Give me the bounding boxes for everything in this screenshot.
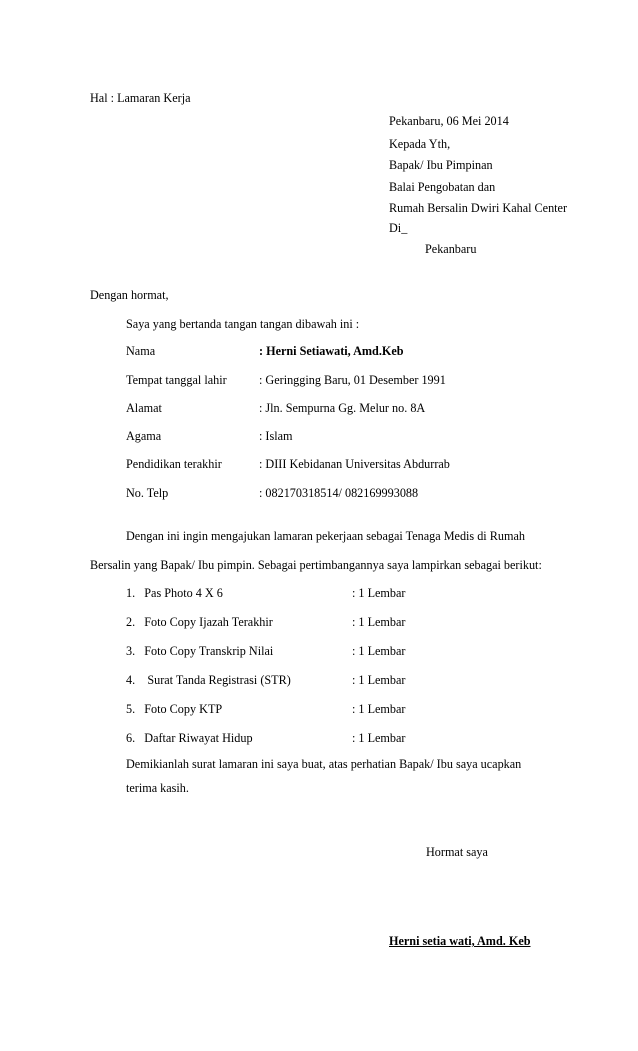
letter-date: Pekanbaru, 06 Mei 2014 (389, 114, 509, 128)
personal-value-nama: : Herni Setiawati, Amd.Keb (259, 344, 404, 358)
recipient-city: Pekanbaru (425, 242, 477, 256)
closing-line-1: Demikianlah surat lamaran ini saya buat, atas perhatian Bapak/ Ibu saya ucapkan (126, 757, 522, 771)
personal-value-pendidikan: : DIII Kebidanan Universitas Abdurrab (259, 457, 450, 471)
attachment-item: 4. Surat Tanda Registrasi (STR) (126, 673, 291, 687)
personal-label-pendidikan: Pendidikan terakhir (126, 457, 222, 471)
attachment-qty: : 1 Lembar (352, 644, 406, 658)
personal-value-telp: : 082170318514/ 082169993088 (259, 486, 419, 500)
attachment-item: 3. Foto Copy Transkrip Nilai (126, 644, 274, 658)
personal-label-ttl: Tempat tanggal lahir (126, 373, 227, 387)
attachment-item: 2. Foto Copy Ijazah Terakhir (126, 615, 273, 629)
personal-label-telp: No. Telp (126, 486, 169, 500)
intro-line: Saya yang bertanda tangan tangan dibawah ini : (126, 317, 360, 331)
recipient-kepada: Kepada Yth, (389, 137, 451, 151)
personal-value-agama: : Islam (259, 429, 293, 443)
attachment-qty: : 1 Lembar (352, 586, 406, 600)
personal-value-ttl: : Geringging Baru, 01 Desember 1991 (259, 373, 446, 387)
signature-name: Herni setia wati, Amd. Keb (389, 934, 531, 948)
subject-line: Hal : Lamaran Kerja (90, 91, 191, 105)
attachment-qty: : 1 Lembar (352, 615, 406, 629)
personal-label-alamat: Alamat (126, 401, 162, 415)
personal-label-agama: Agama (126, 429, 162, 443)
greeting: Dengan hormat, (90, 288, 169, 302)
attachment-item: 6. Daftar Riwayat Hidup (126, 731, 253, 745)
regards-text: Hormat saya (426, 845, 488, 859)
recipient-di: Di_ (389, 221, 408, 235)
attachment-qty: : 1 Lembar (352, 673, 406, 687)
body-line-2: Bersalin yang Bapak/ Ibu pimpin. Sebagai pertimbangannya saya lampirkan sebagai berikut: (90, 558, 542, 572)
attachment-qty: : 1 Lembar (352, 731, 406, 745)
recipient-line-3: Rumah Bersalin Dwiri Kahal Center (389, 201, 568, 215)
closing-line-2: terima kasih. (126, 781, 189, 795)
personal-label-nama: Nama (126, 344, 156, 358)
recipient-line-2: Balai Pengobatan dan (389, 180, 496, 194)
attachment-item: 1. Pas Photo 4 X 6 (126, 586, 223, 600)
body-line-1: Dengan ini ingin mengajukan lamaran pekerjaan sebagai Tenaga Medis di Rumah (126, 529, 525, 543)
personal-value-alamat: : Jln. Sempurna Gg. Melur no. 8A (259, 401, 426, 415)
attachment-item: 5. Foto Copy KTP (126, 702, 223, 716)
attachment-qty: : 1 Lembar (352, 702, 406, 716)
recipient-line-1: Bapak/ Ibu Pimpinan (389, 158, 493, 172)
